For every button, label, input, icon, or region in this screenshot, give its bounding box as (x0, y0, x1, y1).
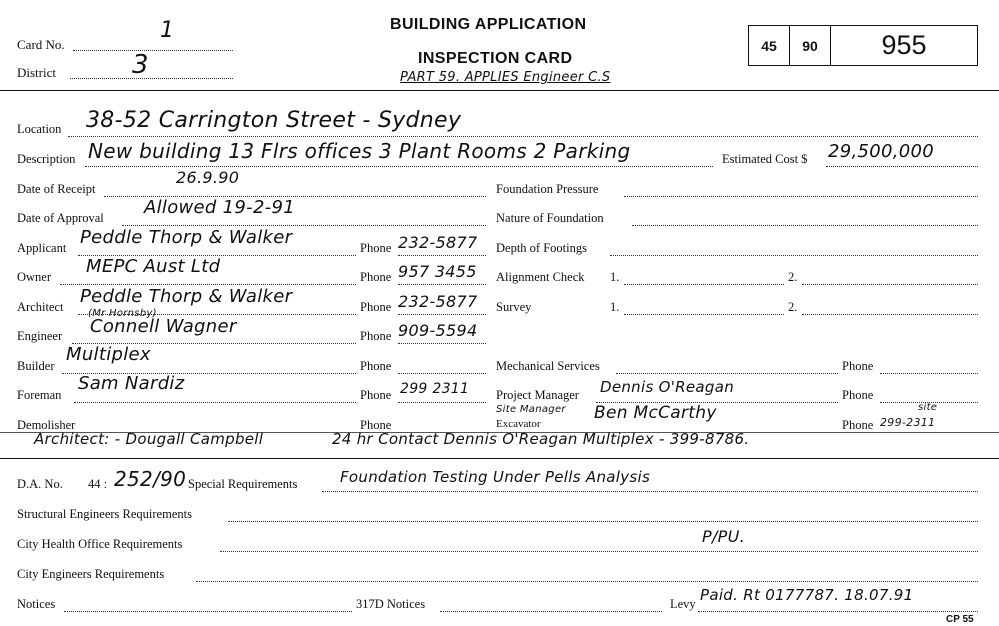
architect-label: Architect (17, 300, 64, 314)
notices-line (64, 611, 352, 612)
nature-foundation-label: Nature of Foundation (496, 211, 604, 225)
box-cell-1: 45 (749, 26, 790, 65)
phone-engineer: 909-5594 (398, 321, 478, 340)
card-no-line (73, 50, 233, 51)
foreman-line (74, 402, 356, 403)
mechanical-label: Mechanical Services (496, 359, 600, 373)
owner-line (60, 284, 356, 285)
phone-label: Phone (360, 359, 392, 373)
description-value: New building 13 Flrs offices 3 Plant Rooms 2 Parking (88, 139, 631, 163)
notices-317d-line (440, 611, 662, 612)
date-approval-line (122, 225, 486, 226)
date-approval-label: Date of Approval (17, 211, 104, 225)
levy-value: Paid. Rt 0177787. 18.07.91 (700, 586, 914, 604)
location-line (68, 136, 978, 137)
survey-num-2: 2. (788, 300, 798, 314)
structural-engineers-label: Structural Engineers Requirements (17, 507, 192, 521)
district-value: 3 (132, 50, 149, 80)
estimated-cost-label: Estimated Cost $ (722, 152, 808, 166)
location-label: Location (17, 122, 62, 136)
site-manager-note: Site Manager (496, 404, 566, 415)
box-cell-2: 90 (790, 26, 831, 65)
applicant-label: Applicant (17, 241, 67, 255)
phone-label: Phone (360, 388, 392, 402)
alignment-line-1 (624, 284, 784, 285)
city-engineers-label: City Engineers Requirements (17, 567, 165, 581)
phone-line (398, 402, 486, 403)
special-requirements-value: Foundation Testing Under Pells Analysis (340, 468, 651, 486)
description-line (85, 166, 713, 167)
demolisher-label: Demolisher (17, 418, 76, 432)
notices-label: Notices (17, 597, 56, 611)
district-label: District (17, 65, 56, 80)
phone-foreman: 299 2311 (400, 381, 470, 397)
depth-footings-line (610, 255, 978, 256)
survey-line-1 (624, 314, 784, 315)
survey-num-1: 1. (610, 300, 620, 314)
24hr-contact-note: 24 hr Contact Dennis O'Reagan Multiplex - 399-8786. (332, 430, 750, 448)
phone-line (398, 255, 486, 256)
engineer-label: Engineer (17, 329, 63, 343)
date-approval-value: Allowed 19-2-91 (144, 197, 296, 218)
special-requirements-label: Special Requirements (188, 477, 298, 491)
architect-value: Peddle Thorp & Walker (80, 286, 293, 307)
project-manager-label: Project Manager (496, 388, 579, 402)
lower-section-divider (0, 458, 999, 459)
phone-line (398, 314, 486, 315)
foundation-pressure-line (624, 196, 978, 197)
city-engineers-line (196, 581, 978, 582)
phone-label: Phone (842, 359, 874, 373)
phone-architect: 232-5877 (398, 292, 478, 311)
architect-contact-note: Architect: - Dougall Campbell (34, 430, 264, 448)
phone-label: Phone (842, 418, 874, 432)
foreman-label: Foreman (17, 388, 62, 402)
part59-note: PART 59. APPLIES Engineer C.S (400, 70, 611, 85)
card-no-label: Card No. (17, 37, 65, 52)
city-health-label: City Health Office Requirements (17, 537, 183, 551)
alignment-line-2 (802, 284, 978, 285)
nature-foundation-line (632, 225, 978, 226)
engineer-value: Connell Wagner (90, 316, 237, 337)
city-health-line (220, 551, 978, 552)
phone-line (880, 373, 978, 374)
da-label: D.A. No. (17, 477, 63, 491)
phone-label: Phone (360, 270, 392, 284)
foreman-value: Sam Nardiz (78, 373, 185, 394)
estimated-cost-value: 29,500,000 (828, 141, 935, 162)
levy-label: Levy (670, 597, 696, 611)
excavator-label: Excavator (496, 418, 541, 430)
title-line-2: INSPECTION CARD (418, 50, 573, 67)
phone-label: Phone (360, 329, 392, 343)
owner-value: MEPC Aust Ltd (86, 256, 221, 277)
phone-line (398, 284, 486, 285)
foundation-pressure-label: Foundation Pressure (496, 182, 599, 196)
alignment-check-label: Alignment Check (496, 270, 585, 284)
excavator-value: Ben McCarthy (594, 403, 717, 423)
date-receipt-label: Date of Receipt (17, 182, 96, 196)
description-label: Description (17, 152, 76, 166)
project-manager-value: Dennis O'Reagan (600, 378, 735, 396)
phone-excavator: 299-2311 (880, 416, 936, 429)
alignment-num-1: 1. (610, 270, 620, 284)
form-code: CP 55 (946, 614, 974, 625)
location-value: 38-52 Carrington Street - Sydney (86, 108, 462, 133)
special-requirements-line (322, 491, 978, 492)
structural-engineers-line (228, 521, 978, 522)
date-receipt-value: 26.9.90 (176, 168, 240, 187)
estimated-cost-line (826, 166, 978, 167)
card-no-value: 1 (160, 18, 175, 43)
owner-label: Owner (17, 270, 52, 284)
application-number-box (748, 25, 978, 66)
district-line (70, 78, 233, 79)
box-number: 955 (881, 30, 927, 60)
architect-note: (Mr Hornsby) (88, 308, 157, 319)
phone-owner: 957 3455 (398, 262, 477, 281)
phone-label: Phone (360, 300, 392, 314)
phone-applicant: 232-5877 (398, 233, 478, 252)
site-note: site (918, 402, 938, 413)
da-value: 252/90 (114, 467, 187, 491)
da-prefix: 44 : (88, 477, 108, 491)
builder-value: Multiplex (66, 344, 151, 365)
city-health-value: P/PU. (702, 527, 745, 546)
survey-line-2 (802, 314, 978, 315)
phone-label: Phone (360, 241, 392, 255)
mechanical-line (616, 373, 838, 374)
survey-label: Survey (496, 300, 532, 314)
title-line-1: BUILDING APPLICATION (390, 16, 587, 33)
header-divider (0, 90, 999, 91)
phone-label: Phone (842, 388, 874, 402)
phone-line (398, 343, 486, 344)
levy-line (698, 611, 978, 612)
phone-label: Phone (360, 418, 392, 432)
notices-317d-label: 317D Notices (356, 597, 426, 611)
builder-label: Builder (17, 359, 55, 373)
applicant-value: Peddle Thorp & Walker (80, 227, 293, 248)
depth-footings-label: Depth of Footings (496, 241, 587, 255)
alignment-num-2: 2. (788, 270, 798, 284)
phone-line (398, 373, 486, 374)
